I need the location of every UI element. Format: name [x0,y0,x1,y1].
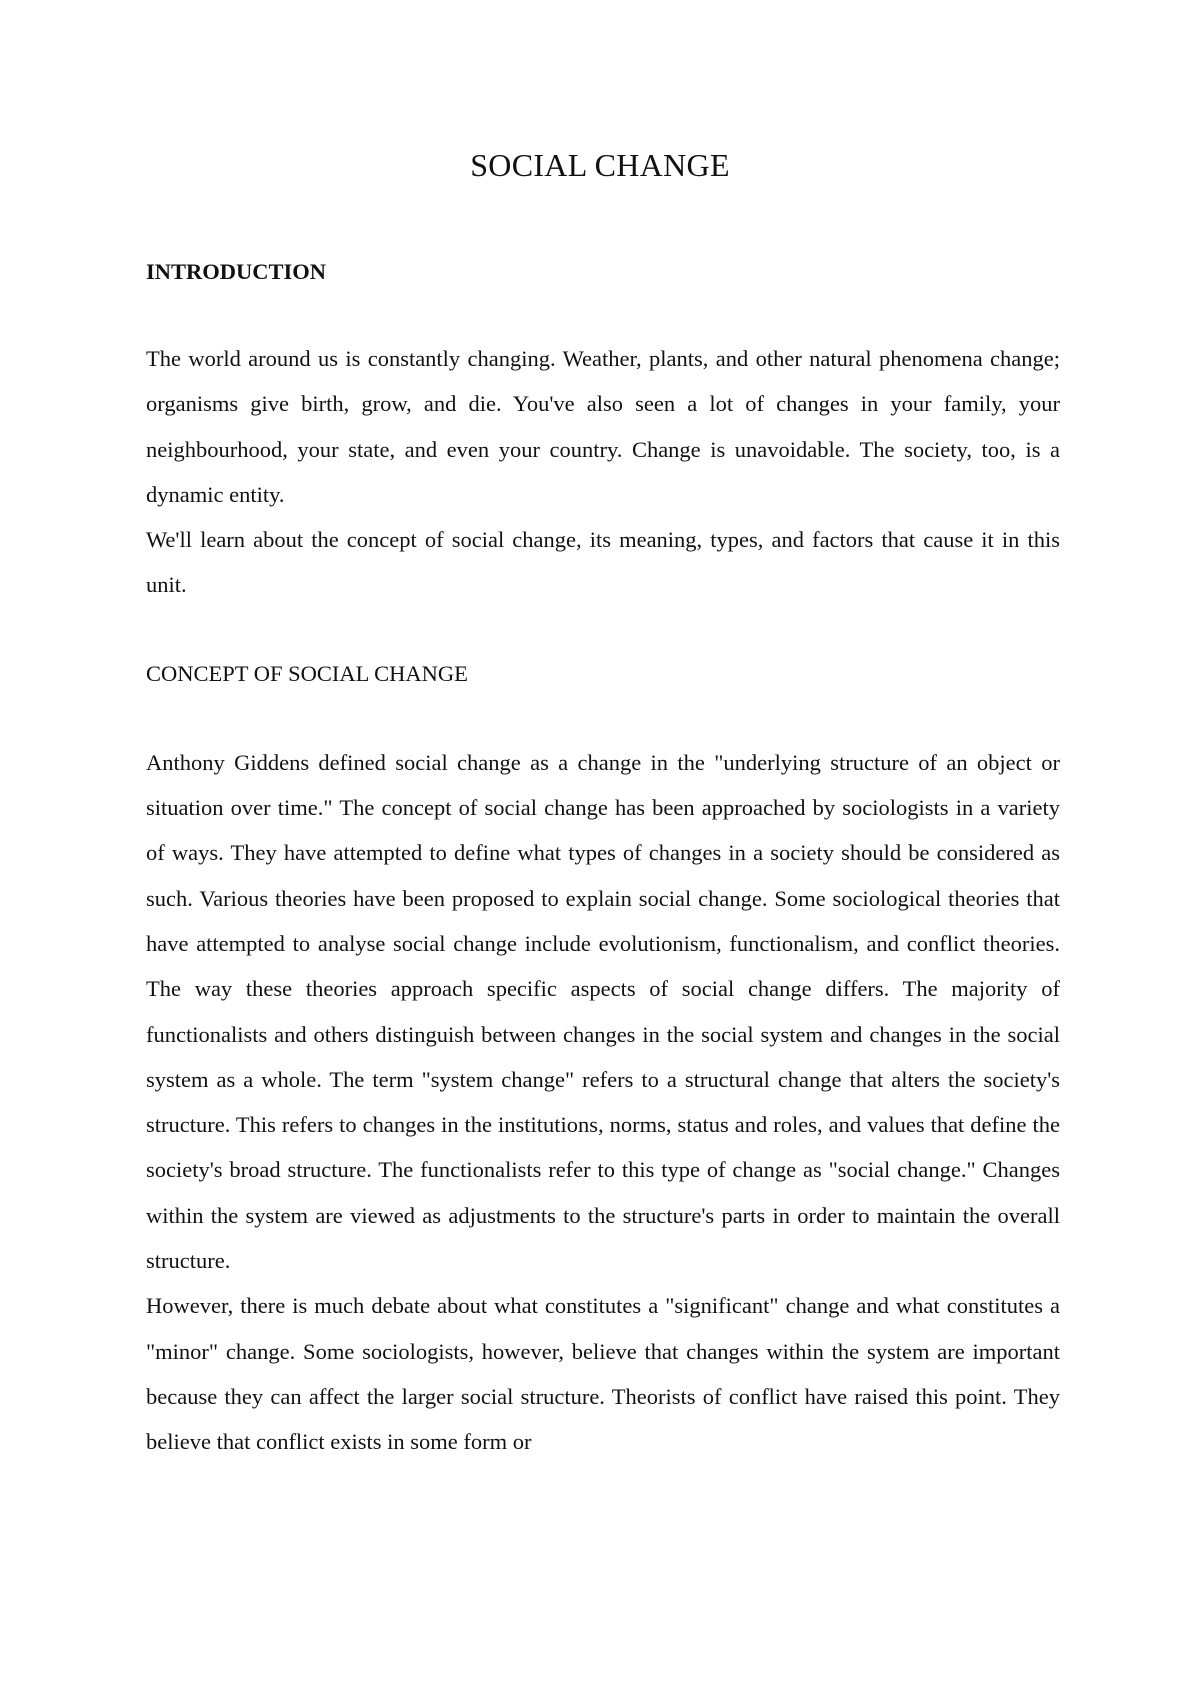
spacer [146,694,1060,740]
document-title: SOCIAL CHANGE [470,147,730,183]
spacer [146,292,1060,336]
section-heading-introduction: INTRODUCTION [146,259,327,284]
intro-paragraph-2: We'll learn about the concept of social change, its meaning, types, and factors that cause it in this unit. [146,527,1060,598]
section-heading-concept: CONCEPT OF SOCIAL CHANGE [146,660,468,686]
concept-paragraph-1: Anthony Giddens defined social change as a change in the "underlying structure of an object or situation over time." The concept of social change has been approached by sociologists in a variety of ways. They have attempted to define what types of changes in a society should be considered as such. Various theories have been proposed to explain social change. Some sociological theories that have attempted to analyse social change include evolutionism, functionalism, and conflict theories. The way these theories approach specific aspects of social change differs. The majority of functionalists and others distinguish between changes in the social system and changes in the social system as a whole. The term "system change" refers to a structural change that alters the society's structure. This refers to changes in the institutions, norms, status and roles, and values that define the society's broad structure. The functionalists refer to this type of change as "social change." Changes within the system are viewed as adjustments to the structure's parts in order to maintain the overall structure. [146,749,1060,1274]
concept-paragraph-2: However, there is much debate about what constitutes a "significant" change and what constitutes a "minor" change. Some sociologists, however, believe that changes within the system are important because they can affect the larger social structure. Theorists of conflict have raised this point. They believe that conflict exists in some form or [146,1293,1060,1455]
intro-paragraph-1: The world around us is constantly changing. Weather, plants, and other natural phenomena change; organisms give birth, grow, and die. You've also seen a lot of changes in your family, your neighbourhood, your state, and even your country. Change is unavoidable. The society, too, is a dynamic entity. [146,346,1060,507]
document-body [146,252,1060,1465]
spacer [146,608,1060,654]
